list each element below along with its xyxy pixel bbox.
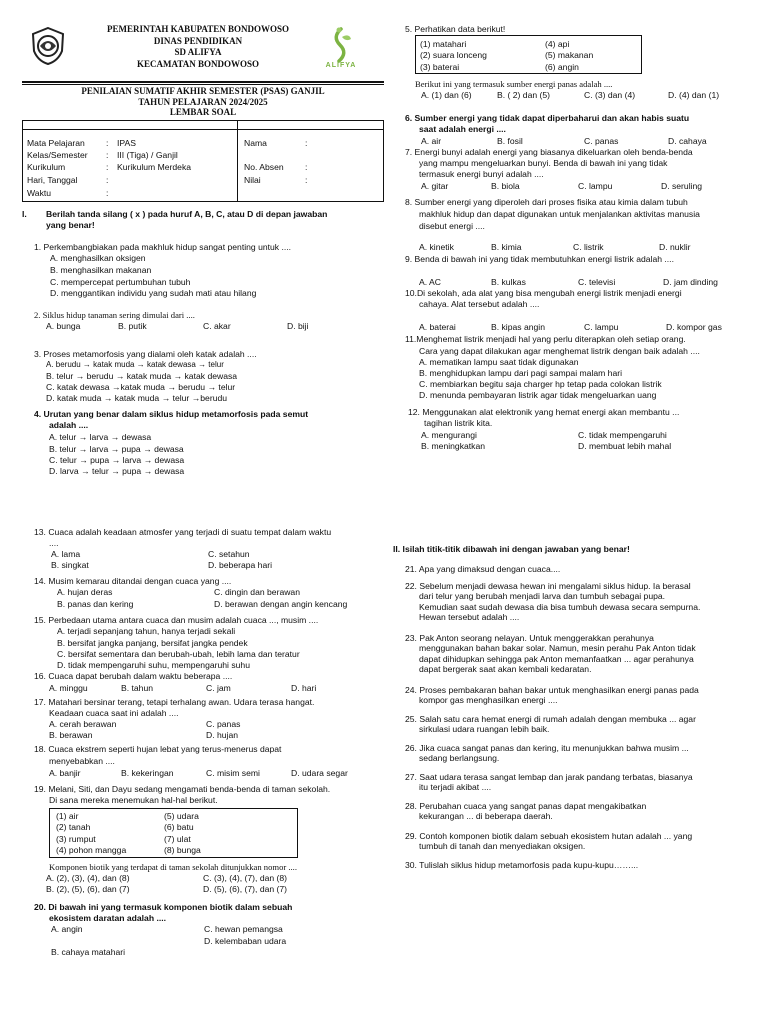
q7-question-cont: yang mampu mengeluarkan bunyi. Benda di bawah ini yang tidak <box>419 158 668 168</box>
q20-option-b[interactable]: B. cahaya matahari <box>51 947 126 957</box>
q24-line-2: kompor gas menghasilkan energi .... <box>419 695 558 706</box>
header-divider-thin <box>22 84 384 85</box>
q29-line-2: tumbuh di tanah dan menyediakan oksigen. <box>419 841 586 852</box>
school-logo <box>318 25 364 73</box>
section1-instruction: Berilah tanda silang ( x ) pada huruf A, B, C, atau D di depan jawaban <box>46 209 328 219</box>
q10-option-d[interactable]: D. kompor gas <box>666 322 722 332</box>
q25-line-2: sirkulasi udara ruangan lebih baik. <box>419 724 550 735</box>
q16-option-a[interactable]: A. minggu <box>49 683 88 693</box>
score-label: Nilai <box>244 175 261 185</box>
q11-question: 11.Menghemat listrik menjadi hal yang perlu diterapkan oleh setiap orang. <box>405 334 686 344</box>
q4-question: 4. Urutan yang benar dalam siklus hidup metamorfosis pada semut <box>34 409 309 419</box>
q17-option-c[interactable]: C. panas <box>206 719 241 729</box>
q18-option-a[interactable]: A. banjir <box>49 768 81 778</box>
q23-line-3: dapat dihidupkan sehingga pak Anton memanfaatkan ... agar perahunya <box>419 653 694 664</box>
absen-label: No. Absen <box>244 162 284 172</box>
q2-option-b[interactable]: B. putik <box>118 321 147 331</box>
q1-option-a[interactable]: A. menghasilkan oksigen <box>50 253 146 263</box>
q10-option-a[interactable]: A. baterai <box>419 322 456 332</box>
q20-option-d[interactable]: D. kelembaban udara <box>204 936 287 946</box>
q29-line-1: 29. Contoh komponen biotik dalam sebuah ekosistem hutan adalah ... yang <box>405 831 693 841</box>
q7-option-d[interactable]: D. seruling <box>661 181 703 191</box>
regency-emblem-icon <box>30 27 66 65</box>
q19-item-6: (6) batu <box>164 822 194 832</box>
q12-question-cont: tagihan listrik kita. <box>424 418 493 428</box>
q14-option-a[interactable]: A. hujan deras <box>57 587 113 597</box>
q26-line-2: sedang berlangsung. <box>419 753 500 764</box>
q6-option-c[interactable]: C. panas <box>584 136 619 146</box>
q18-option-b[interactable]: B. kekeringan <box>121 768 174 778</box>
q22-line-4: Hewan tersebut adalah .... <box>419 612 520 623</box>
q8-question: 8. Sumber energi yang diperoleh dari proses fisika atau kimia dalam tubuh <box>405 197 688 207</box>
q5-item-4: (4) api <box>545 39 570 49</box>
q18-option-c[interactable]: C. misim semi <box>206 768 260 778</box>
time-colon: : <box>106 188 109 198</box>
q2-question: 2. Siklus hidup tanaman sering dimulai dari .... <box>34 310 195 320</box>
kelas-value: III (Tiga) / Ganjil <box>117 150 178 160</box>
section1-number: I. <box>22 209 27 219</box>
header-divider <box>22 81 384 83</box>
q13-option-c[interactable]: C. setahun <box>208 549 250 559</box>
q4-option-c[interactable]: C. telur → pupa → larva → dewasa <box>49 455 185 465</box>
exam-title: PENILAIAN SUMATIF AKHIR SEMESTER (PSAS) GANJIL <box>81 86 325 96</box>
q5-option-d[interactable]: D. (4) dan (1) <box>668 90 720 100</box>
q5-item-1: (1) matahari <box>420 39 467 49</box>
q13-option-b[interactable]: B. singkat <box>51 560 89 570</box>
q24-line-1: 24. Proses pembakaran bahan bakar untuk menghasilkan energi panas pada <box>405 685 699 695</box>
q19-option-a[interactable]: A. (2), (3), (4), dan (8) <box>46 873 130 883</box>
section2-instruction: II. Isilah titik-titik dibawah ini dengan jawaban yang benar! <box>393 544 630 554</box>
q19-item-2: (2) tanah <box>56 822 91 832</box>
name-label: Nama <box>244 138 267 148</box>
time-label: Waktu <box>27 188 52 198</box>
q21-question: 21. Apa yang dimaksud dengan cuaca.... <box>405 564 561 574</box>
sheet-title: LEMBAR SOAL <box>169 107 237 117</box>
identity-divider <box>22 129 384 130</box>
q13-option-d[interactable]: D. beberapa hari <box>208 560 273 570</box>
header-department: DINAS PENDIDIKAN <box>153 35 243 46</box>
q13-option-a[interactable]: A. lama <box>51 549 81 559</box>
q7-question-cont2: termasuk energi bunyi adalah .... <box>419 169 544 179</box>
q15-option-c[interactable]: C. bersifat sementara dan berubah-ubah, lebih lama dan teratur <box>57 649 300 659</box>
q1-option-d[interactable]: D. menggantikan individu yang sudah mati atau hilang <box>50 288 257 298</box>
q17-question: 17. Matahari bersinar terang, tetapi terhalang awan. Udara terasa hangat. <box>34 697 315 707</box>
q19-option-b[interactable]: B. (2), (5), (6), dan (7) <box>46 884 130 894</box>
q5-option-c[interactable]: C. (3) dan (4) <box>584 90 636 100</box>
q14-question: 14. Musim kemarau ditandai dengan cuaca yang .... <box>34 576 232 586</box>
q22-line-2: dari telur yang berubah menjadi larva dan tumbuh sebagai pupa. <box>419 591 666 602</box>
q3-option-b[interactable]: B. telur → berudu → katak muda → katak dewasa <box>46 371 238 381</box>
q19-item-4: (4) pohon mangga <box>56 845 127 855</box>
mapel-label: Mata Pelajaran <box>27 138 85 148</box>
q19-item-7: (7) ulat <box>164 834 191 844</box>
q8-option-b[interactable]: B. kimia <box>491 242 522 252</box>
q19-item-1: (1) air <box>56 811 79 821</box>
mapel-colon: : <box>106 138 109 148</box>
q4-option-d[interactable]: D. larva → telur → pupa → dewasa <box>49 466 185 476</box>
q19-question: 19. Melani, Siti, dan Dayu sedang mengamati benda-benda di taman sekolah. <box>34 784 331 794</box>
q4-option-a[interactable]: A. telur → larva → dewasa <box>49 432 152 442</box>
q1-option-b[interactable]: B. menghasilkan makanan <box>50 265 152 275</box>
q23-line-2: menggunakan bahan bakar solar. Namun, mesin perahu Pak Anton tidak <box>419 643 696 654</box>
header-government: PEMERINTAH KABUPATEN BONDOWOSO <box>106 24 289 34</box>
q12-option-a[interactable]: A. mengurangi <box>421 430 477 440</box>
q5-option-b[interactable]: B. ( 2) dan (5) <box>497 90 551 100</box>
exam-year: TAHUN PELAJARAN 2024/2025 <box>138 96 268 107</box>
q20-question: 20. Di bawah ini yang termasuk komponen biotik dalam sebuah <box>34 902 293 912</box>
q5-item-2: (2) suara lonceng <box>420 50 487 60</box>
q16-option-d[interactable]: D. hari <box>291 683 317 693</box>
kelas-label: Kelas/Semester <box>27 150 88 160</box>
date-colon: : <box>106 175 109 185</box>
header-district: KECAMATAN BONDOWOSO <box>137 58 259 69</box>
q5-item-3: (3) baterai <box>420 62 460 72</box>
q18-question-cont: menyebabkan .... <box>49 756 115 766</box>
q5-stem: Berikut ini yang termasuk sumber energi panas adalah .... <box>415 79 613 89</box>
q11-option-d[interactable]: D. menunda pembayaran listrik agar tidak mengeluarkan uang <box>419 390 657 400</box>
q15-option-d[interactable]: D. tidak mempengaruhi suhu, mempengaruhi suhu <box>57 660 250 670</box>
q16-option-b[interactable]: B. tahun <box>121 683 154 693</box>
q2-option-a[interactable]: A. bunga <box>46 321 81 331</box>
q9-option-c[interactable]: C. televisi <box>578 277 616 287</box>
q19-question-cont: Di sana mereka menemukan hal-hal berikut. <box>49 795 218 805</box>
q16-option-c[interactable]: C. jam <box>206 683 231 693</box>
q11-question-cont: Cara yang dapat dilakukan agar menghemat listrik dengan baik adalah .... <box>419 346 700 356</box>
q7-option-c[interactable]: C. lampu <box>578 181 613 191</box>
q22-line-3: Kemudian saat sudah dewasa dia bisa tumbuh dewasa secara sempurna. <box>419 601 701 612</box>
q4-option-b[interactable]: B. telur → larva → pupa → dewasa <box>49 444 184 454</box>
q15-option-a[interactable]: A. terjadi sepanjang tahun, hanya terjadi sekali <box>57 626 236 636</box>
q19-item-3: (3) rumput <box>56 834 96 844</box>
q10-question: 10.Di sekolah, ada alat yang bisa mengubah energi listrik menjadi energi <box>405 288 682 298</box>
q20-question-cont: ekosistem daratan adalah .... <box>49 913 167 923</box>
q2-option-c[interactable]: C. akar <box>203 321 231 331</box>
q8-option-a[interactable]: A. kinetik <box>419 242 454 252</box>
q17-option-a[interactable]: A. cerah berawan <box>49 719 117 729</box>
date-label: Hari, Tanggal <box>27 175 78 185</box>
q26-line-1: 26. Jika cuaca sangat panas dan kering, itu menunjukkan bahwa musim ... <box>405 743 689 753</box>
q2-option-d[interactable]: D. biji <box>287 321 309 331</box>
q5-question: 5. Perhatikan data berikut! <box>405 24 506 34</box>
identity-column-divider <box>237 120 238 202</box>
q19-option-c[interactable]: C. (3), (4), (7), dan (8) <box>203 873 288 883</box>
q10-option-c[interactable]: C. lampu <box>584 322 619 332</box>
kurikulum-colon: : <box>106 162 109 172</box>
q9-option-b[interactable]: B. kulkas <box>491 277 526 287</box>
q15-question: 15. Perbedaan utama antara cuaca dan musim adalah cuaca ..., musim .... <box>34 615 319 625</box>
q17-option-d[interactable]: D. hujan <box>206 730 239 740</box>
q23-line-4: dapat bergerak saat akan kembali kedaratan. <box>419 664 592 675</box>
q25-line-1: 25. Salah satu cara hemat energi di rumah adalah dengan membuka ... agar <box>405 714 696 724</box>
section1-instruction-cont: yang benar! <box>46 220 95 230</box>
q12-option-b[interactable]: B. meningkatkan <box>421 441 486 451</box>
q30-question: 30. Tulislah siklus hidup metamorfosis pada kupu-kupu……... <box>405 860 639 870</box>
q18-option-d[interactable]: D. udara segar <box>291 768 348 778</box>
q28-line-1: 28. Perubahan cuaca yang sangat panas dapat mengakibatkan <box>405 801 647 811</box>
q11-option-a[interactable]: A. mematikan lampu saat tidak digunakan <box>419 357 579 367</box>
q8-option-d[interactable]: D. nuklir <box>659 242 691 252</box>
q8-question-cont: makhluk hidup dan dapat digunakan untuk menjalankan aktivitas manusia <box>419 209 700 219</box>
q14-option-c[interactable]: C. dingin dan berawan <box>214 587 300 597</box>
kurikulum-label: Kurikulum <box>27 162 66 172</box>
q18-question: 18. Cuaca ekstrem seperti hujan lebat yang terus-menerus dapat <box>34 744 282 754</box>
q9-option-d[interactable]: D. jam dinding <box>663 277 718 287</box>
q1-question: 1. Perkembangbiakan pada makhluk hidup sangat penting untuk .... <box>34 242 292 252</box>
absen-colon: : <box>305 162 308 172</box>
q10-option-b[interactable]: B. kipas angin <box>491 322 545 332</box>
identity-table <box>22 120 384 202</box>
q9-question: 9. Benda di bawah ini yang tidak membutuhkan energi listrik adalah .... <box>405 254 674 264</box>
q7-option-a[interactable]: A. gitar <box>421 181 449 191</box>
q12-option-d[interactable]: D. membuat lebih mahal <box>578 441 672 451</box>
q8-question-cont2: disebut energi .... <box>419 221 485 231</box>
q19-item-8: (8) bunga <box>164 845 201 855</box>
q7-option-b[interactable]: B. biola <box>491 181 520 191</box>
q17-question-cont: Keadaan cuaca saat ini adalah .... <box>49 708 179 718</box>
q27-line-1: 27. Saat udara terasa sangat lembap dan jarak pandang terbatas, biasanya <box>405 772 693 782</box>
q11-option-c[interactable]: C. membiarkan begitu saja charger hp tetap pada colokan listrik <box>419 379 662 389</box>
q19-item-5: (5) udara <box>164 811 199 821</box>
q19-stem: Komponen biotik yang terdapat di taman sekolah ditunjukkan nomor .... <box>49 862 297 872</box>
q12-option-c[interactable]: C. tidak mempengaruhi <box>578 430 667 440</box>
q27-line-2: itu terjadi akibat .... <box>419 782 492 793</box>
q14-option-b[interactable]: B. panas dan kering <box>57 599 134 609</box>
q6-option-d[interactable]: D. cahaya <box>668 136 707 146</box>
q3-question: 3. Proses metamorfosis yang dialami oleh katak adalah .... <box>34 349 257 359</box>
q3-option-c[interactable]: C. katak dewasa →katak muda → berudu → telur <box>46 382 236 392</box>
q12-question: 12. Menggunakan alat elektronik yang hemat energi akan membantu ... <box>408 407 680 417</box>
q6-option-a[interactable]: A. air <box>421 136 442 146</box>
school-logo-text: ALIFYA <box>325 62 357 69</box>
q3-option-a[interactable]: A. berudu → katak muda → katak dewasa → telur <box>46 360 224 369</box>
mapel-value: IPAS <box>117 138 136 148</box>
q22-line-1: 22. Sebelum menjadi dewasa hewan ini mengalami siklus hidup. Ia berasal <box>405 581 691 591</box>
q16-question: 16. Cuaca dapat berubah dalam waktu beberapa .... <box>34 671 233 681</box>
q1-option-c[interactable]: C. mempercepat pertumbuhan tubuh <box>50 277 191 287</box>
q20-option-a[interactable]: A. angin <box>51 924 83 934</box>
q5-item-5: (5) makanan <box>545 50 594 60</box>
q7-question: 7. Energi bunyi adalah energi yang biasanya dikeluarkan oleh benda-benda <box>405 147 693 157</box>
q3-option-d[interactable]: D. katak muda → katak muda → telur →berudu <box>46 393 228 403</box>
q6-question: 6. Sumber energi yang tidak dapat diperbaharui dan akan habis suatu <box>405 113 690 123</box>
score-colon: : <box>305 175 308 185</box>
q23-line-1: 23. Pak Anton seorang nelayan. Untuk menggerakkan perahunya <box>405 633 654 643</box>
q9-option-a[interactable]: A. AC <box>419 277 441 287</box>
q19-option-d[interactable]: D. (5), (6), (7), dan (7) <box>203 884 288 894</box>
q14-option-d[interactable]: D. berawan dengan angin kencang <box>214 599 348 609</box>
q5-option-a[interactable]: A. (1) dan (6) <box>421 90 472 100</box>
q17-option-b[interactable]: B. berawan <box>49 730 93 740</box>
kurikulum-value: Kurikulum Merdeka <box>117 162 192 172</box>
kelas-colon: : <box>106 150 109 160</box>
q28-line-2: kekurangan ... di beberapa daerah. <box>419 811 553 822</box>
q20-option-c[interactable]: C. hewan pemangsa <box>204 924 283 934</box>
q13-question-cont: .... <box>49 538 59 548</box>
q5-item-6: (6) angin <box>545 62 579 72</box>
header-school: SD ALIFYA <box>174 47 222 57</box>
q4-question-cont: adalah .... <box>49 420 89 430</box>
q10-question-cont: cahaya. Alat tersebut adalah .... <box>419 299 540 309</box>
q11-option-b[interactable]: B. menghidupkan lampu dari pagi sampai malam hari <box>419 368 623 378</box>
q13-question: 13. Cuaca adalah keadaan atmosfer yang terjadi di suatu tempat dalam waktu <box>34 527 332 537</box>
q6-option-b[interactable]: B. fosil <box>497 136 523 146</box>
q8-option-c[interactable]: C. listrik <box>573 242 604 252</box>
q15-option-b[interactable]: B. bersifat jangka panjang, bersifat jangka pendek <box>57 638 248 648</box>
name-colon: : <box>305 138 308 148</box>
q6-question-cont: saat adalah energi .... <box>419 124 506 134</box>
